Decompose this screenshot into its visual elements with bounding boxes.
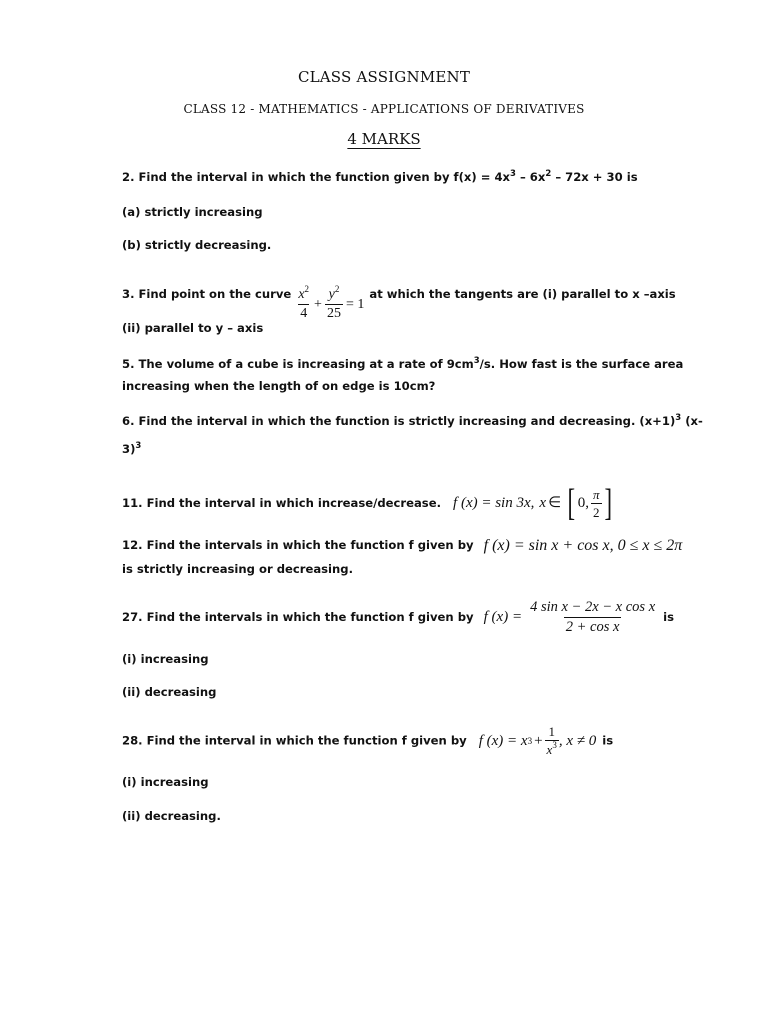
q12-line1: 12. Find the intervals in which the function f given by	[122, 538, 474, 552]
q6-line1-before: 6. Find the interval in which the function is strictly increasing and decreasing. (x+1)	[122, 414, 676, 428]
interval-0-to-pi-over-2	[565, 484, 614, 522]
q3-x: x	[298, 287, 305, 302]
question-2a: (a) strictly increasing	[122, 205, 263, 219]
question-6-line-1	[122, 410, 703, 432]
q28-equation: f (x) = x 3 + $\frac{1}{x^3}$ , x ≠ 0	[478, 724, 597, 757]
q11-left-bracket: [	[567, 482, 576, 524]
question-27-ii: (ii) decreasing	[122, 685, 217, 699]
marks-heading-text: 4 MARKS	[347, 130, 421, 148]
question-28	[122, 725, 613, 756]
question-28-i: (i) increasing	[122, 775, 209, 789]
q3-plus: +	[314, 296, 322, 312]
q3-text-after: at which the tangents are (i) parallel to x –axis	[369, 287, 676, 301]
q6-line2-before: 3)	[122, 442, 136, 456]
question-12-line-1	[122, 534, 682, 557]
q27-fraction	[528, 600, 657, 634]
q3-den-4: 4	[300, 306, 308, 321]
q5-line1-before: 5. The volume of a cube is increasing at a rate of 9cm	[122, 357, 474, 371]
question-3-ii: (ii) parallel to y – axis	[122, 321, 264, 335]
q27-text: 27. Find the intervals in which the function f given by	[122, 610, 474, 624]
q3-pow-x: 2	[304, 284, 310, 294]
one-over-x-cubed	[545, 725, 559, 756]
q2-sup2: 2	[545, 169, 552, 179]
q6-line1-after: (x-	[681, 414, 703, 428]
q27-equation	[484, 600, 658, 634]
q11-zero: 0,	[577, 495, 590, 511]
q27-text-after: is	[663, 610, 675, 624]
question-2	[122, 166, 638, 188]
q3-pow-y: 2	[334, 284, 340, 294]
q28-den-x: x	[546, 742, 553, 757]
question-12-line-2: is strictly increasing or decreasing.	[122, 562, 353, 576]
q5-line1-after: /s. How fast is the surface area	[479, 357, 684, 371]
q11-right-bracket: ]	[604, 482, 612, 524]
q11-text: 11. Find the interval in which increase/decrease.	[122, 496, 441, 510]
question-6-line-2	[122, 438, 141, 460]
sin3x-equation	[453, 484, 614, 522]
q27-lhs: f (x) =	[483, 609, 523, 625]
question-3	[122, 283, 676, 321]
q6-sup1: 3	[675, 413, 682, 423]
ellipse-equation	[296, 284, 365, 321]
q3-equals-one: = 1	[345, 296, 365, 312]
marks-heading	[0, 130, 768, 148]
question-5-line-2: increasing when the length of on edge is 10cm?	[122, 379, 436, 393]
page-title: CLASS ASSIGNMENT	[297, 68, 471, 86]
q3-y: y	[328, 287, 335, 302]
q28-condition: , x ≠ 0	[558, 732, 597, 749]
question-5-line-1	[122, 353, 683, 375]
q11-lhs: f (x) = sin 3x,	[453, 495, 535, 511]
question-28-ii: (ii) decreasing.	[122, 809, 221, 823]
q6-sup2: 3	[135, 441, 142, 451]
q28-text: 28. Find the interval in which the function f given by	[122, 733, 467, 748]
q28-plus: +	[534, 732, 543, 749]
q11-in: ∈	[548, 495, 562, 511]
q2-text-after: – 72x + 30 is	[551, 170, 638, 184]
q11-two: 2	[593, 504, 600, 520]
pi-over-2	[591, 488, 602, 519]
question-11	[122, 484, 614, 522]
q3-den-25: 25	[326, 306, 341, 321]
y-squared-over-25	[325, 284, 343, 321]
q3-text-before: 3. Find point on the curve	[122, 287, 292, 301]
q5-sup: 3	[473, 356, 480, 366]
q2-mid: – 6x	[515, 170, 546, 184]
x-squared-over-4	[296, 284, 311, 321]
q2-sup1: 3	[510, 169, 516, 179]
q28-text-after: is	[602, 733, 614, 748]
q2-text-before: 2. Find the interval in which the function given by f(x) = 4x	[122, 170, 511, 184]
q27-numerator: 4 sin x − 2x − x cos x	[530, 599, 656, 615]
q11-pi: π	[593, 486, 600, 502]
q27-denominator: 2 + cos x	[565, 618, 620, 635]
q28-lhs: f (x) = x	[478, 732, 528, 749]
sin-plus-cos-equation: f (x) = sin x + cos x, 0 ≤ x ≤ 2π	[483, 537, 683, 554]
q28-den-pow: 3	[552, 740, 557, 750]
question-27-i: (i) increasing	[122, 652, 209, 666]
page-subtitle: CLASS 12 - MATHEMATICS - APPLICATIONS OF DERIVATIVES	[183, 102, 585, 116]
question-27	[122, 600, 674, 634]
q28-one: 1	[548, 724, 555, 739]
question-2b: (b) strictly decreasing.	[122, 238, 272, 252]
q11-x: x	[539, 495, 547, 511]
